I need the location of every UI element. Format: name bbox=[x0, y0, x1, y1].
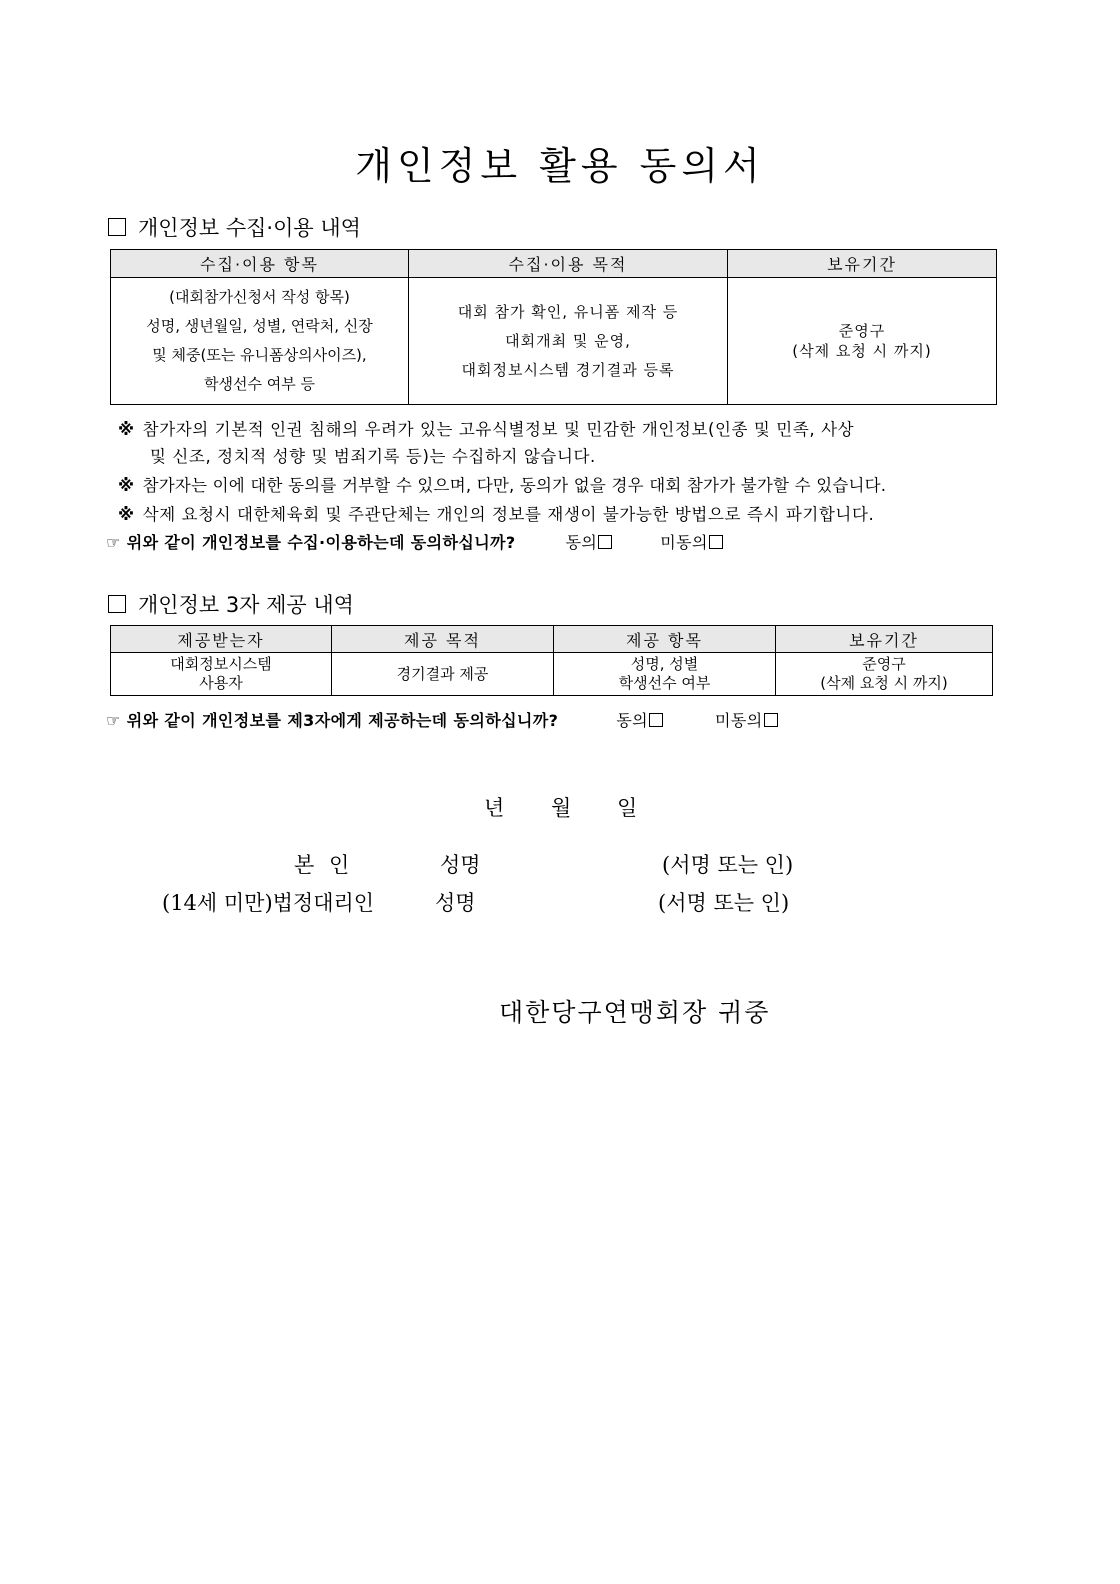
cell-line: 준영구 bbox=[838, 322, 886, 340]
note-mark: ※ bbox=[118, 505, 135, 524]
note-1-continuation: 및 신조, 정치적 성향 및 범죄기록 등)는 수집하지 않습니다. bbox=[150, 447, 596, 466]
cell-line: 경기결과 제공 bbox=[396, 664, 489, 683]
table-cell-items bbox=[111, 278, 409, 405]
consent-question-third-party bbox=[106, 708, 778, 731]
cell-line: 사용자 bbox=[199, 674, 243, 692]
note-1 bbox=[118, 416, 854, 440]
guardian-name-label: 성명 bbox=[435, 891, 476, 915]
note-3 bbox=[118, 501, 874, 525]
guardian-signature-field[interactable]: (서명 또는 인) bbox=[658, 891, 790, 915]
date-year-label: 년 bbox=[484, 796, 505, 820]
date-day-label: 일 bbox=[617, 796, 638, 820]
signer-name-label: 성명 bbox=[440, 853, 481, 877]
table-header: 수집·이용 목적 bbox=[409, 250, 728, 278]
cell-line: 및 체중(또는 유니폼상의사이즈), bbox=[152, 346, 367, 364]
agree-label: 동의 bbox=[565, 533, 598, 552]
agree-checkbox[interactable] bbox=[649, 713, 663, 727]
table-header: 보유기간 bbox=[728, 250, 997, 278]
disagree-checkbox[interactable] bbox=[764, 713, 778, 727]
checkbox-square-icon bbox=[108, 595, 126, 613]
table-cell-retention bbox=[728, 278, 997, 405]
cell-line: 학생선수 여부 bbox=[618, 674, 711, 692]
table-header: 제공 목적 bbox=[332, 626, 554, 653]
note-text: 참가자는 이에 대한 동의를 거부할 수 있으며, 다만, 동의가 없을 경우 대회 참가가 불가할 수 있습니다. bbox=[142, 476, 887, 495]
agree-checkbox[interactable] bbox=[598, 535, 612, 549]
section-heading-collection bbox=[108, 212, 361, 242]
note-mark: ※ bbox=[118, 420, 135, 439]
collection-table bbox=[110, 249, 997, 405]
table-header: 제공 항목 bbox=[554, 626, 776, 653]
table-row bbox=[111, 653, 993, 696]
cell-line: (삭제 요청 시 까지) bbox=[792, 342, 932, 360]
signature-field[interactable]: (서명 또는 인) bbox=[662, 853, 794, 877]
agree-label: 동의 bbox=[616, 711, 649, 730]
note-mark: ※ bbox=[118, 476, 135, 495]
table-cell-purpose bbox=[332, 653, 554, 696]
cell-line: 성명, 생년월일, 성별, 연락처, 신장 bbox=[146, 317, 373, 335]
agree-option[interactable] bbox=[616, 711, 663, 730]
disagree-option[interactable] bbox=[660, 533, 723, 552]
cell-line: (삭제 요청 시 까지) bbox=[820, 674, 948, 692]
question-text: ☞ 위와 같이 개인정보를 제3자에게 제공하는데 동의하십니까? bbox=[106, 711, 559, 730]
section-heading-third-party bbox=[108, 589, 354, 619]
note-2 bbox=[118, 472, 886, 496]
cell-line: 대회정보시스템 경기결과 등록 bbox=[461, 360, 675, 379]
table-header: 보유기간 bbox=[776, 626, 993, 653]
cell-line: 대회 참가 확인, 유니폼 제작 등 bbox=[457, 302, 679, 321]
date-month-label: 월 bbox=[551, 796, 572, 820]
page-title: 개인정보 활용 동의서 bbox=[355, 144, 765, 188]
table-cell-purpose bbox=[409, 278, 728, 405]
table-cell-recipient bbox=[111, 653, 332, 696]
table-cell-retention bbox=[776, 653, 993, 696]
cell-line: (대회참가신청서 작성 항목) bbox=[169, 288, 350, 306]
signer-role: 본 인 bbox=[294, 853, 354, 877]
table-header: 수집·이용 항목 bbox=[111, 250, 409, 278]
question-text: ☞ 위와 같이 개인정보를 수집·이용하는데 동의하십니까? bbox=[106, 533, 516, 552]
agree-option[interactable] bbox=[566, 533, 613, 552]
cell-line: 학생선수 여부 등 bbox=[204, 375, 315, 393]
note-text: 참가자의 기본적 인권 침해의 우려가 있는 고유식별정보 및 민감한 개인정보(인종 및 민족, 사상 bbox=[142, 420, 855, 439]
disagree-label: 미동의 bbox=[715, 711, 763, 730]
guardian-role: (14세 미만)법정대리인 bbox=[162, 891, 375, 915]
disagree-checkbox[interactable] bbox=[709, 535, 723, 549]
disagree-label: 미동의 bbox=[660, 533, 708, 552]
consent-question-collection bbox=[106, 530, 723, 553]
recipient-line: 대한당구연맹회장 귀중 bbox=[499, 998, 771, 1027]
cell-line: 대회개최 및 운영, bbox=[505, 331, 631, 350]
cell-line: 준영구 bbox=[862, 655, 906, 673]
table-header: 제공받는자 bbox=[111, 626, 332, 653]
note-text: 삭제 요청시 대한체육회 및 주관단체는 개인의 정보를 재생이 불가능한 방법으로 즉시 파기합니다. bbox=[142, 505, 875, 524]
table-cell-items bbox=[554, 653, 776, 696]
section-heading-text: 개인정보 3자 제공 내역 bbox=[138, 593, 354, 617]
section-heading-text: 개인정보 수집·이용 내역 bbox=[138, 216, 361, 240]
cell-line: 성명, 성별 bbox=[630, 655, 699, 673]
cell-line: 대회정보시스템 bbox=[170, 655, 272, 673]
checkbox-square-icon bbox=[108, 218, 126, 236]
third-party-table bbox=[110, 625, 993, 696]
table-row bbox=[111, 278, 997, 405]
disagree-option[interactable] bbox=[715, 711, 778, 730]
